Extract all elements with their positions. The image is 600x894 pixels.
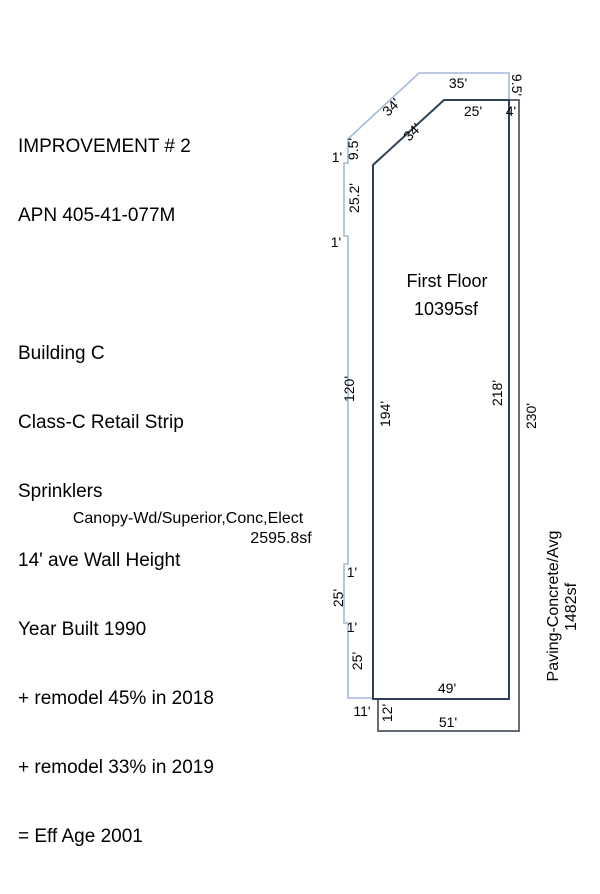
dim-1-b: 1' (330, 234, 342, 250)
info-line-class: Class-C Retail Strip (18, 412, 184, 433)
info-line-wall-height: 14' ave Wall Height (18, 550, 181, 571)
info-line-remodel-2018: + remodel 45% in 2018 (18, 688, 214, 709)
paving-label: Paving-Concrete/Avg (545, 530, 562, 682)
info-line-sprinklers: Sprinklers (18, 481, 103, 502)
dim-51: 51' (438, 714, 458, 730)
dim-34-outer: 34' (378, 94, 404, 120)
dim-120: 120' (341, 375, 357, 403)
info-line-building: Building C (18, 343, 105, 364)
dim-194: 194' (377, 400, 393, 428)
dim-25-top: 25' (463, 103, 483, 119)
canopy-area: 2595.8sf (250, 530, 312, 547)
dim-25-2: 25.2' (346, 183, 362, 213)
dim-25-mid: 25' (330, 588, 346, 608)
dim-25-low: 25' (349, 651, 365, 671)
dim-34-inner: 34' (399, 119, 425, 145)
dim-35: 35' (448, 75, 468, 91)
dim-1-c: 1' (346, 564, 358, 580)
dim-218: 218' (489, 379, 505, 407)
dim-49: 49' (437, 680, 457, 696)
info-line-apn: APN 405-41-077M (18, 205, 176, 226)
info-line-remodel-2019: + remodel 33% in 2019 (18, 757, 214, 778)
dim-1-a: 1' (331, 149, 343, 165)
dim-11: 11' (353, 703, 371, 719)
paving-area: 1482sf (563, 582, 580, 632)
info-line-improvement: IMPROVEMENT # 2 (18, 136, 191, 157)
dim-230: 230' (523, 402, 539, 430)
dim-1-d: 1' (346, 619, 358, 635)
dim-9-5-left: 9.5' (345, 137, 361, 161)
canopy-label: Canopy-Wd/Superior,Conc,Elect (72, 510, 304, 527)
info-line-eff-age: = Eff Age 2001 (18, 826, 143, 847)
info-line-year-built: Year Built 1990 (18, 619, 147, 640)
dim-12: 12' (379, 703, 395, 723)
first-floor-area: 10395sf (413, 299, 479, 319)
dim-9-5-right: 9.5' (509, 73, 525, 97)
first-floor-label: First Floor (406, 271, 488, 291)
dim-4: 4' (505, 103, 517, 119)
